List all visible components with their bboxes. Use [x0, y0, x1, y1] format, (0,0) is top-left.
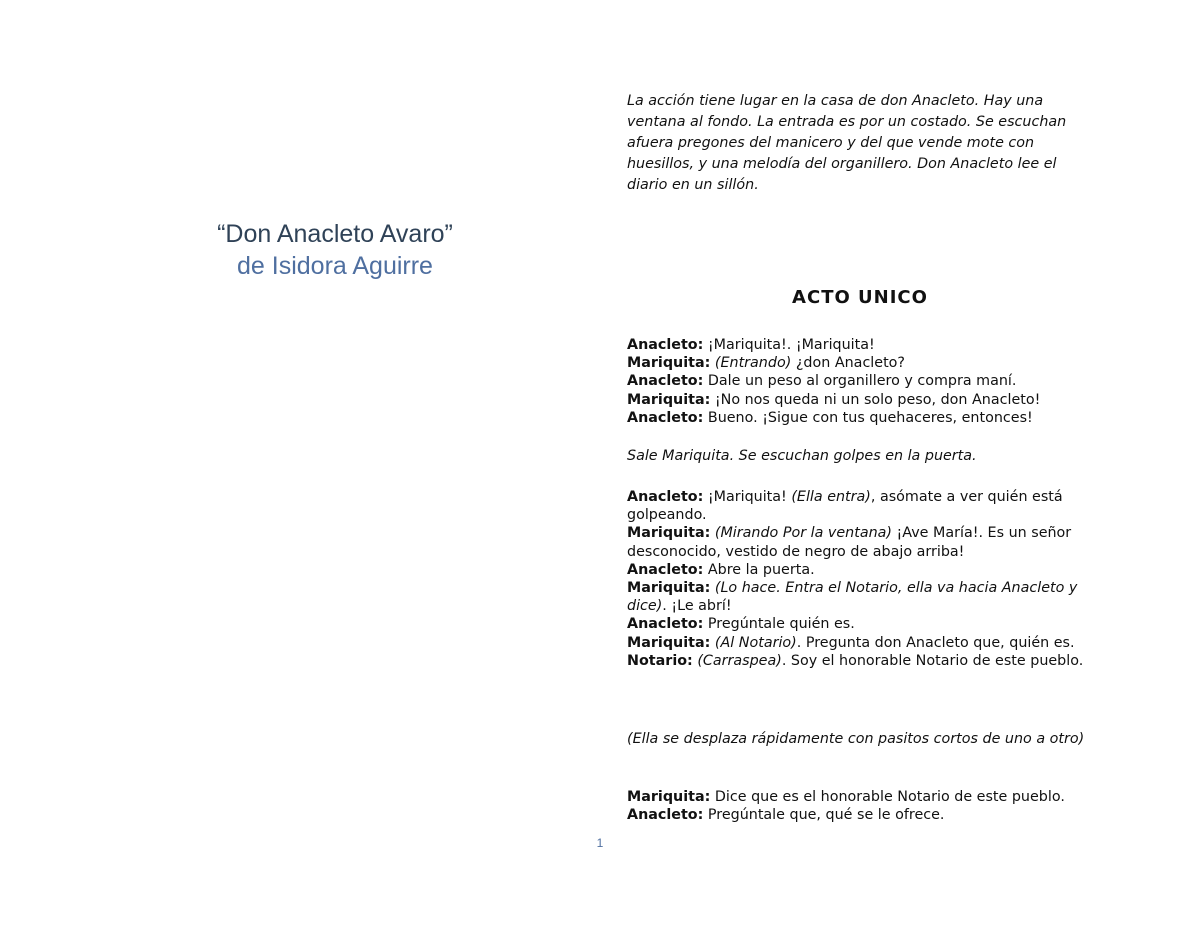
page-number: 1 — [596, 836, 604, 850]
act-heading: ACTO UNICO — [792, 287, 928, 308]
dialogue-line: Anacleto: Abre la puerta. — [627, 561, 815, 578]
dialogue-line: Anacleto: Pregúntale que, qué se le ofrece. — [627, 807, 945, 824]
dialogue-line: Notario: (Carraspea). Soy el honorable Notario de este pueblo. — [627, 652, 1084, 669]
stage-direction: (Entrando) — [714, 355, 792, 372]
speaker-name: Anacleto: — [627, 489, 704, 505]
speaker-name: Anacleto: — [627, 373, 704, 390]
dialogue-block-2 — [627, 488, 1097, 670]
dialogue-line: Mariquita: (Lo hace. Entra el Notario, ella va hacia Anacleto y dice). ¡Le abrí! — [627, 580, 1078, 615]
stage-direction: (Mirando Por la ventana) — [714, 525, 892, 542]
speaker-name: Mariquita: — [627, 355, 711, 372]
stage-setting-intro: La acción tiene lugar en la casa de don Anacleto. Hay una ventana al fondo. La entrada es por un costado. Se escuchan afuera pregones del manicero y del que vende mote con huesillos, y una melodía del organillero. Don Anacleto lee el diario en un sillón. — [627, 93, 1067, 193]
stage-direction: (Ella entra) — [791, 489, 871, 505]
dialogue-line: Anacleto: ¡Mariquita!. ¡Mariquita! — [627, 337, 875, 353]
dialogue-block-3 — [627, 788, 1097, 824]
dialogue-line: Anacleto: ¡Mariquita! (Ella entra), asómate a ver quién está golpeando. — [627, 489, 1063, 524]
dialogue-line: Mariquita: (Mirando Por la ventana) ¡Ave María!. Es un señor desconocido, vestido de negro de abajo arriba! — [627, 525, 1072, 560]
play-author: de Isidora Aguirre — [237, 252, 433, 280]
dialogue-line: Anacleto: Pregúntale quién es. — [627, 616, 855, 633]
speaker-name: Anacleto: — [627, 807, 704, 824]
stage-direction-1: Sale Mariquita. Se escuchan golpes en la puerta. — [627, 448, 977, 464]
stage-direction: (Al Notario) — [714, 634, 797, 651]
speaker-name: Mariquita: — [627, 525, 711, 542]
speaker-name: Mariquita: — [627, 634, 711, 651]
dialogue-line: Mariquita: ¡No nos queda ni un solo peso, don Anacleto! — [627, 391, 1041, 408]
dialogue-line: Mariquita: (Al Notario). Pregunta don Anacleto que, quién es. — [627, 634, 1075, 651]
dialogue-line: Anacleto: Dale un peso al organillero y compra maní. — [627, 373, 1017, 390]
speaker-name: Anacleto: — [627, 337, 704, 353]
speaker-name: Anacleto: — [627, 616, 704, 633]
stage-direction: (Carraspea) — [697, 652, 782, 669]
dialogue-line: Mariquita: Dice que es el honorable Notario de este pueblo. — [627, 789, 1065, 805]
speaker-name: Mariquita: — [627, 391, 711, 408]
speaker-name: Anacleto: — [627, 561, 704, 578]
speaker-name: Mariquita: — [627, 580, 711, 597]
dialogue-line: Anacleto: Bueno. ¡Sigue con tus quehaceres, entonces! — [627, 409, 1033, 426]
dialogue-line: Mariquita: (Entrando) ¿don Anacleto? — [627, 355, 906, 372]
dialogue-block-1 — [627, 336, 1097, 427]
stage-direction: (Lo hace. Entra el Notario, ella va hacia Anacleto y dice) — [627, 580, 1078, 615]
speaker-name: Mariquita: — [627, 789, 711, 805]
stage-direction-2: (Ella se desplaza rápidamente con pasitos cortos de uno a otro) — [627, 731, 1085, 747]
play-title-block — [150, 218, 520, 282]
speaker-name: Notario: — [627, 652, 693, 669]
play-title: “Don Anacleto Avaro” — [217, 220, 453, 248]
speaker-name: Anacleto: — [627, 409, 704, 426]
